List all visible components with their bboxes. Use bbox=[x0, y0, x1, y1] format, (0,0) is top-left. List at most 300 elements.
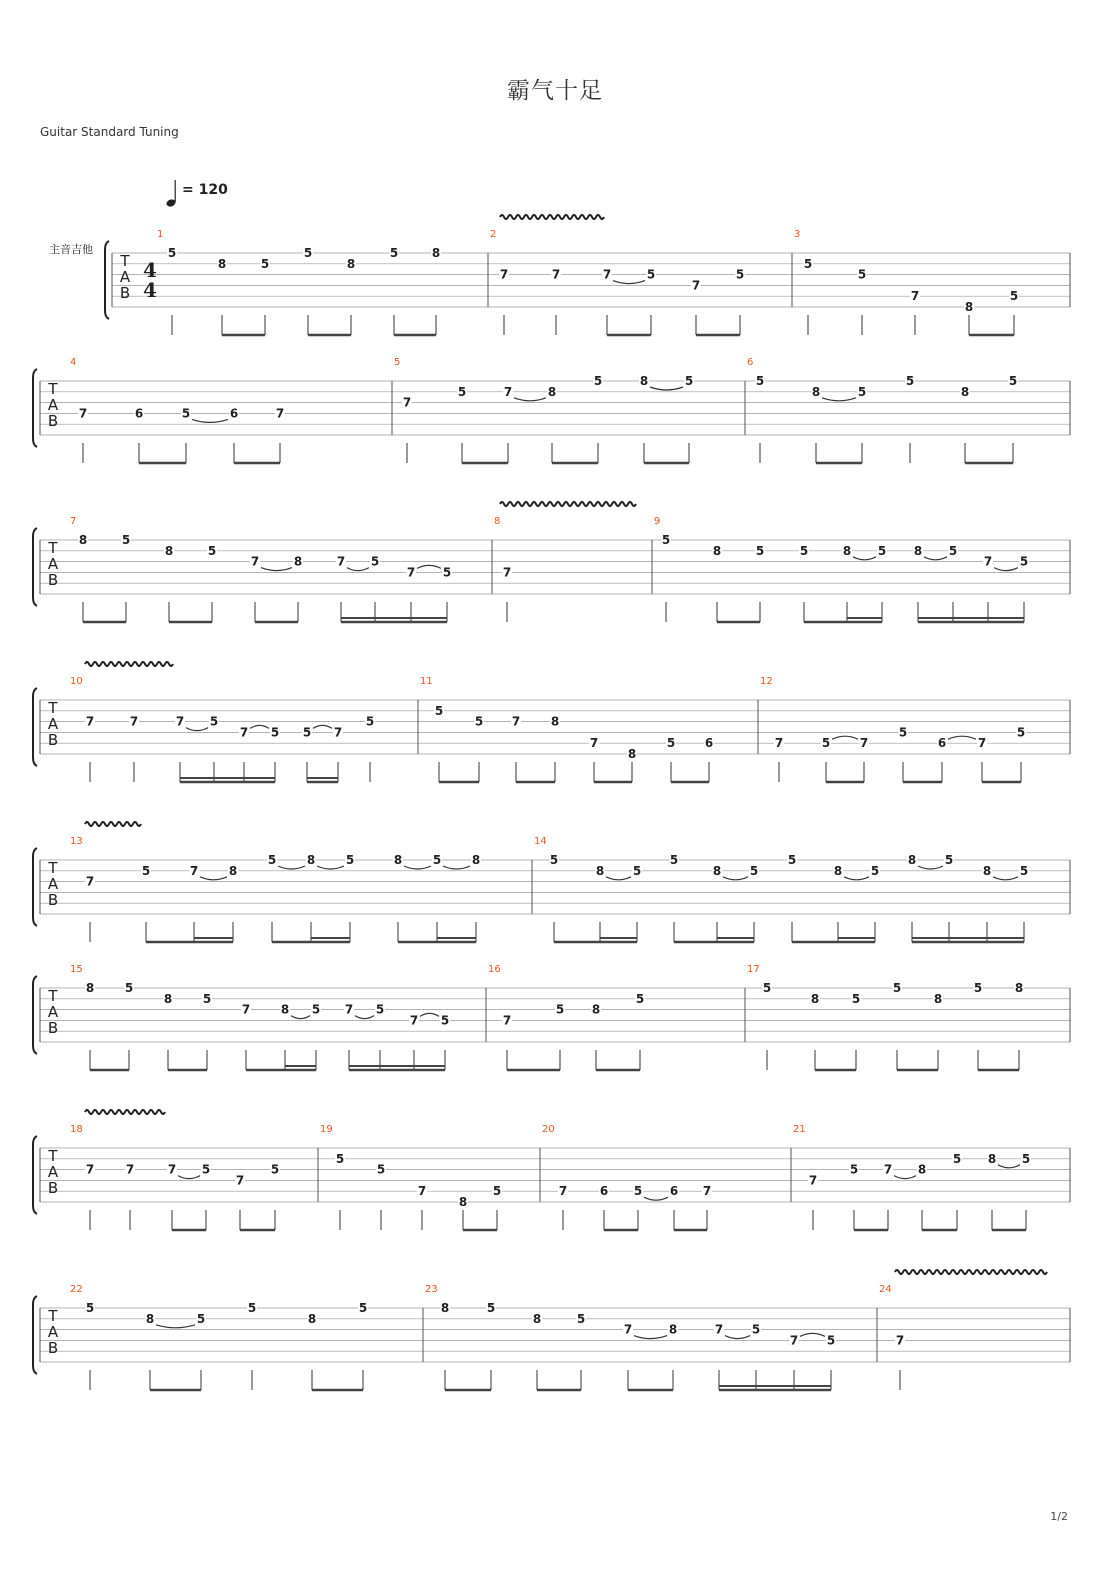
fret-number: 5 bbox=[167, 246, 177, 260]
measure bbox=[793, 1124, 1031, 1230]
fret-number: 8 bbox=[85, 981, 95, 995]
fret-number: 5 bbox=[877, 543, 887, 558]
fret-number: 5 bbox=[375, 1002, 385, 1017]
tab-clef-letter: B bbox=[47, 1339, 59, 1357]
tie-arc bbox=[998, 1165, 1020, 1168]
measure bbox=[157, 229, 441, 335]
tie-arc bbox=[634, 1336, 667, 1339]
measure bbox=[70, 1124, 280, 1230]
fret-number: 8 bbox=[440, 1301, 450, 1315]
fret-number: 8 bbox=[595, 863, 605, 878]
fret-number: 5 bbox=[749, 863, 759, 878]
tie-arc bbox=[291, 1016, 310, 1019]
fret-number: 7 bbox=[250, 554, 260, 569]
tie-arc bbox=[514, 398, 546, 401]
fret-number: 7 bbox=[129, 714, 139, 729]
fret-number: 5 bbox=[440, 1013, 450, 1028]
fret-number: 5 bbox=[576, 1311, 586, 1326]
fret-number: 8 bbox=[280, 1002, 290, 1017]
fret-number: 8 bbox=[163, 991, 173, 1006]
fret-number: 7 bbox=[406, 565, 416, 580]
fret-number: 8 bbox=[164, 543, 174, 558]
measure bbox=[494, 516, 512, 622]
measure-number: 10 bbox=[70, 676, 83, 687]
tab-clef-letter: T bbox=[48, 1307, 58, 1325]
fret-number: 5 bbox=[684, 374, 694, 388]
fret-number: 8 bbox=[913, 543, 923, 558]
fret-number: 8 bbox=[811, 384, 821, 399]
fret-number: 8 bbox=[810, 991, 820, 1006]
measure-number: 5 bbox=[394, 357, 401, 368]
fret-number: 5 bbox=[593, 374, 603, 388]
tab-clef-letter: A bbox=[119, 268, 131, 286]
fret-number: 7 bbox=[691, 278, 701, 293]
tab-system bbox=[105, 215, 1070, 319]
tie-arc bbox=[261, 568, 292, 571]
fret-number: 7 bbox=[502, 1013, 512, 1028]
fret-number: 7 bbox=[859, 736, 869, 751]
measure-number: 9 bbox=[654, 516, 661, 527]
time-signature-bottom: 4 bbox=[143, 278, 157, 302]
fret-number: 8 bbox=[639, 374, 649, 388]
fret-number: 7 bbox=[623, 1322, 633, 1337]
tie-arc bbox=[178, 1176, 200, 1179]
fret-number: 7 bbox=[344, 1002, 354, 1017]
fret-number: 5 bbox=[376, 1162, 386, 1177]
tab-clef-letter: B bbox=[47, 571, 59, 589]
measure-number: 12 bbox=[760, 676, 773, 687]
fret-number: 5 bbox=[755, 543, 765, 558]
fret-number: 5 bbox=[335, 1151, 345, 1166]
system-bracket bbox=[33, 976, 37, 1054]
measure bbox=[490, 229, 745, 335]
system-bracket bbox=[105, 241, 109, 319]
slur-arc bbox=[420, 1013, 439, 1016]
fret-number: 5 bbox=[302, 725, 312, 740]
fret-number: 8 bbox=[987, 1151, 997, 1166]
tab-clef-letter: T bbox=[48, 987, 58, 1005]
tab-clef-letter: A bbox=[47, 555, 59, 573]
fret-number: 5 bbox=[633, 1184, 643, 1199]
tempo-value: = 120 bbox=[182, 182, 228, 198]
tab-clef-letter: B bbox=[119, 284, 131, 302]
fret-number: 5 bbox=[755, 374, 765, 388]
fret-number: 5 bbox=[849, 1162, 859, 1177]
fret-number: 5 bbox=[260, 256, 270, 271]
fret-number: 5 bbox=[666, 736, 676, 751]
fret-number: 5 bbox=[857, 267, 867, 282]
fret-number: 5 bbox=[202, 991, 212, 1006]
system-bracket bbox=[33, 1296, 37, 1374]
fret-number: 8 bbox=[960, 384, 970, 399]
fret-number: 7 bbox=[502, 565, 512, 580]
slur-arc bbox=[313, 725, 332, 728]
fret-number: 5 bbox=[311, 1002, 321, 1017]
tab-system bbox=[33, 976, 1070, 1054]
fret-number: 5 bbox=[1021, 1151, 1031, 1166]
tie-arc bbox=[918, 866, 943, 869]
fret-number: 5 bbox=[1019, 554, 1029, 569]
fret-number: 5 bbox=[799, 543, 809, 558]
fret-number: 8 bbox=[964, 300, 974, 314]
fret-number: 8 bbox=[458, 1195, 468, 1209]
fret-number: 5 bbox=[370, 554, 380, 569]
fret-number: 7 bbox=[417, 1184, 427, 1199]
fret-number: 6 bbox=[669, 1184, 679, 1199]
vibrato-mark bbox=[85, 662, 173, 666]
fret-number: 7 bbox=[85, 1162, 95, 1177]
tab-clef-letter: A bbox=[47, 1003, 59, 1021]
measure-number: 20 bbox=[542, 1124, 555, 1135]
measure bbox=[70, 964, 450, 1070]
fret-number: 7 bbox=[883, 1162, 893, 1177]
measure bbox=[70, 357, 285, 463]
fret-number: 8 bbox=[712, 863, 722, 878]
fret-number: 5 bbox=[389, 246, 399, 260]
fret-number: 5 bbox=[492, 1184, 502, 1199]
tab-clef-letter: B bbox=[47, 891, 59, 909]
measure bbox=[488, 964, 645, 1070]
fret-number: 7 bbox=[175, 714, 185, 729]
tab-clef-letter: T bbox=[48, 699, 58, 717]
tie-arc bbox=[644, 1197, 668, 1200]
fret-number: 8 bbox=[591, 1002, 601, 1017]
fret-number: 8 bbox=[833, 863, 843, 878]
tie-arc bbox=[723, 877, 748, 880]
tab-system bbox=[33, 822, 1070, 926]
measure bbox=[70, 1284, 368, 1390]
fret-number: 7 bbox=[511, 714, 521, 729]
measure-number: 19 bbox=[320, 1124, 333, 1135]
system-bracket bbox=[33, 688, 37, 766]
fret-number: 7 bbox=[78, 406, 88, 421]
tab-clef-letter: T bbox=[48, 539, 58, 557]
fret-number: 7 bbox=[551, 267, 561, 282]
tie-arc bbox=[200, 877, 227, 880]
fret-number: 5 bbox=[646, 267, 656, 282]
page-number: 1/2 bbox=[1050, 1510, 1068, 1523]
measure-number: 8 bbox=[494, 516, 501, 527]
tie-arc bbox=[853, 557, 876, 560]
tie-arc bbox=[347, 568, 369, 571]
fret-number: 5 bbox=[632, 863, 642, 878]
fret-number: 5 bbox=[270, 1162, 280, 1177]
fret-number: 8 bbox=[668, 1322, 678, 1337]
fret-number: 8 bbox=[550, 714, 560, 729]
fret-number: 7 bbox=[714, 1322, 724, 1337]
fret-number: 8 bbox=[471, 853, 481, 867]
measure-number: 14 bbox=[534, 836, 547, 847]
fret-number: 8 bbox=[217, 256, 227, 271]
tab-clef-letter: T bbox=[48, 1147, 58, 1165]
fret-number: 5 bbox=[635, 991, 645, 1006]
fret-number: 5 bbox=[549, 853, 559, 867]
tab-clef-letter: B bbox=[47, 412, 59, 430]
fret-number: 6 bbox=[937, 736, 947, 751]
fret-number: 5 bbox=[973, 981, 983, 995]
measure-number: 15 bbox=[70, 964, 83, 975]
fret-number: 5 bbox=[141, 863, 151, 878]
fret-number: 5 bbox=[303, 246, 313, 260]
tie-arc bbox=[894, 1176, 916, 1179]
system-bracket bbox=[33, 369, 37, 447]
fret-number: 8 bbox=[547, 384, 557, 399]
tie-arc bbox=[278, 866, 305, 869]
measure bbox=[794, 229, 1019, 335]
slur-arc bbox=[948, 736, 976, 739]
tab-clef-letter: A bbox=[47, 1163, 59, 1181]
tie-arc bbox=[650, 387, 683, 390]
measure bbox=[70, 676, 375, 782]
fret-number: 5 bbox=[434, 703, 444, 718]
fret-number: 5 bbox=[762, 981, 772, 995]
fret-number: 7 bbox=[895, 1333, 905, 1348]
fret-number: 5 bbox=[270, 725, 280, 740]
measure-number: 24 bbox=[879, 1284, 892, 1295]
fret-number: 8 bbox=[712, 543, 722, 558]
fret-number: 5 bbox=[1019, 863, 1029, 878]
fret-number: 5 bbox=[669, 853, 679, 867]
fret-number: 5 bbox=[345, 853, 355, 867]
measure-number: 18 bbox=[70, 1124, 83, 1135]
measure-number: 2 bbox=[490, 229, 497, 240]
fret-number: 5 bbox=[821, 736, 831, 751]
tie-arc bbox=[443, 866, 470, 869]
fret-number: 6 bbox=[704, 736, 714, 751]
measure-number: 22 bbox=[70, 1284, 83, 1295]
tie-arc bbox=[606, 877, 631, 880]
fret-number: 7 bbox=[241, 1002, 251, 1017]
fret-number: 5 bbox=[826, 1333, 836, 1348]
fret-number: 8 bbox=[907, 853, 917, 867]
measure-number: 4 bbox=[70, 357, 77, 368]
vibrato-mark bbox=[85, 1110, 165, 1114]
vibrato-mark bbox=[895, 1270, 1047, 1274]
fret-number: 5 bbox=[1016, 725, 1026, 740]
tab-clef-letter: T bbox=[120, 252, 130, 270]
fret-number: 8 bbox=[627, 747, 637, 761]
fret-number: 8 bbox=[1014, 981, 1024, 995]
measure bbox=[70, 516, 452, 622]
fret-number: 7 bbox=[189, 863, 199, 878]
fret-number: 7 bbox=[503, 384, 513, 399]
measure bbox=[425, 1284, 836, 1390]
fret-number: 5 bbox=[432, 853, 442, 867]
fret-number: 5 bbox=[803, 256, 813, 271]
measure-number: 17 bbox=[747, 964, 760, 975]
fret-number: 5 bbox=[851, 991, 861, 1006]
fret-number: 7 bbox=[808, 1173, 818, 1188]
slur-arc bbox=[417, 565, 441, 568]
fret-number: 7 bbox=[167, 1162, 177, 1177]
tab-system bbox=[33, 1270, 1070, 1374]
fret-number: 6 bbox=[229, 406, 239, 421]
fret-number: 7 bbox=[702, 1184, 712, 1199]
tie-arc bbox=[924, 557, 947, 560]
fret-number: 7 bbox=[125, 1162, 135, 1177]
measure-number: 6 bbox=[747, 357, 754, 368]
tab-clef-letter: A bbox=[47, 396, 59, 414]
measure bbox=[394, 357, 694, 463]
fret-number: 8 bbox=[532, 1311, 542, 1326]
fret-number: 8 bbox=[78, 533, 88, 547]
song-title: 霸气十足 bbox=[507, 78, 603, 104]
fret-number: 8 bbox=[228, 863, 238, 878]
fret-number: 7 bbox=[402, 395, 412, 410]
fret-number: 5 bbox=[207, 543, 217, 558]
fret-number: 5 bbox=[121, 533, 131, 547]
fret-number: 6 bbox=[134, 406, 144, 421]
fret-number: 7 bbox=[409, 1013, 419, 1028]
measure-number: 3 bbox=[794, 229, 801, 240]
tie-arc bbox=[317, 866, 344, 869]
fret-number: 7 bbox=[977, 736, 987, 751]
fret-number: 5 bbox=[247, 1301, 257, 1315]
tie-arc bbox=[725, 1336, 750, 1339]
fret-number: 8 bbox=[293, 554, 303, 569]
fret-number: 5 bbox=[857, 384, 867, 399]
measure bbox=[879, 1284, 905, 1390]
fret-number: 5 bbox=[474, 714, 484, 729]
fret-number: 7 bbox=[336, 554, 346, 569]
fret-number: 5 bbox=[267, 853, 277, 867]
fret-number: 5 bbox=[948, 543, 958, 558]
tie-arc bbox=[994, 568, 1018, 571]
fret-number: 5 bbox=[905, 374, 915, 388]
measure-number: 11 bbox=[420, 676, 433, 687]
tie-arc bbox=[404, 866, 431, 869]
vibrato-mark bbox=[500, 215, 604, 219]
fret-number: 7 bbox=[499, 267, 509, 282]
tab-clef-letter: T bbox=[48, 859, 58, 877]
fret-number: 5 bbox=[358, 1301, 368, 1315]
tab-clef-letter: A bbox=[47, 1323, 59, 1341]
tab-clef-letter: T bbox=[48, 380, 58, 398]
fret-number: 8 bbox=[346, 256, 356, 271]
fret-number: 7 bbox=[983, 554, 993, 569]
fret-number: 5 bbox=[555, 1002, 565, 1017]
fret-number: 7 bbox=[789, 1333, 799, 1348]
fret-number: 5 bbox=[870, 863, 880, 878]
fret-number: 5 bbox=[181, 406, 191, 421]
tie-arc bbox=[993, 877, 1018, 880]
system-bracket bbox=[33, 528, 37, 606]
fret-number: 5 bbox=[124, 981, 134, 995]
fret-number: 7 bbox=[239, 725, 249, 740]
measure-number: 23 bbox=[425, 1284, 438, 1295]
tab-clef-letter: A bbox=[47, 715, 59, 733]
tie-arc bbox=[156, 1325, 195, 1328]
measure-number: 7 bbox=[70, 516, 77, 527]
time-signature-top: 4 bbox=[143, 258, 157, 282]
vibrato-mark bbox=[500, 502, 636, 506]
fret-number: 5 bbox=[1009, 289, 1019, 304]
fret-number: 8 bbox=[306, 853, 316, 867]
tab-clef-letter: B bbox=[47, 731, 59, 749]
fret-number: 8 bbox=[982, 863, 992, 878]
measure bbox=[747, 357, 1018, 463]
slur-arc bbox=[800, 1333, 825, 1336]
fret-number: 7 bbox=[333, 725, 343, 740]
fret-number: 7 bbox=[558, 1184, 568, 1199]
measure bbox=[320, 1124, 502, 1230]
measure bbox=[542, 1124, 712, 1230]
tab-clef-letter: B bbox=[47, 1019, 59, 1037]
measure-number: 13 bbox=[70, 836, 83, 847]
fret-number: 7 bbox=[910, 289, 920, 304]
tab-clef-letter: A bbox=[47, 875, 59, 893]
tie-arc bbox=[844, 877, 869, 880]
measure bbox=[760, 676, 1026, 782]
fret-number: 7 bbox=[589, 736, 599, 751]
fret-number: 5 bbox=[196, 1311, 206, 1326]
fret-number: 5 bbox=[952, 1151, 962, 1166]
tie-arc bbox=[355, 1016, 374, 1019]
fret-number: 5 bbox=[209, 714, 219, 729]
fret-number: 5 bbox=[661, 533, 671, 547]
fret-number: 7 bbox=[85, 874, 95, 889]
fret-number: 8 bbox=[145, 1311, 155, 1326]
fret-number: 8 bbox=[307, 1311, 317, 1326]
fret-number: 7 bbox=[85, 714, 95, 729]
fret-number: 6 bbox=[599, 1184, 609, 1199]
measure-number: 1 bbox=[157, 229, 164, 240]
fret-number: 5 bbox=[365, 714, 375, 729]
measure bbox=[534, 836, 1029, 942]
tie-arc bbox=[822, 398, 856, 401]
fret-number: 8 bbox=[917, 1162, 927, 1177]
tie-arc bbox=[186, 728, 208, 731]
fret-number: 8 bbox=[842, 543, 852, 558]
fret-number: 7 bbox=[774, 736, 784, 751]
fret-number: 8 bbox=[431, 246, 441, 260]
vibrato-mark bbox=[85, 822, 141, 826]
fret-number: 8 bbox=[933, 991, 943, 1006]
fret-number: 5 bbox=[457, 384, 467, 399]
tie-arc bbox=[613, 281, 645, 284]
tuning-label: Guitar Standard Tuning bbox=[40, 125, 179, 139]
measure-number: 16 bbox=[488, 964, 501, 975]
fret-number: 5 bbox=[787, 853, 797, 867]
measure bbox=[654, 516, 1029, 622]
fret-number: 5 bbox=[735, 267, 745, 282]
tie-arc bbox=[192, 419, 228, 422]
fret-number: 5 bbox=[85, 1301, 95, 1315]
fret-number: 5 bbox=[486, 1301, 496, 1315]
measure-number: 21 bbox=[793, 1124, 806, 1135]
system-bracket bbox=[33, 848, 37, 926]
slur-arc bbox=[250, 725, 269, 728]
fret-number: 8 bbox=[393, 853, 403, 867]
fret-number: 5 bbox=[201, 1162, 211, 1177]
fret-number: 5 bbox=[892, 981, 902, 995]
measure bbox=[420, 676, 714, 782]
fret-number: 5 bbox=[751, 1322, 761, 1337]
slur-arc bbox=[832, 736, 858, 739]
fret-number: 5 bbox=[898, 725, 908, 740]
measure bbox=[747, 964, 1024, 1070]
system-bracket bbox=[33, 1136, 37, 1214]
fret-number: 5 bbox=[1008, 374, 1018, 388]
fret-number: 7 bbox=[235, 1173, 245, 1188]
fret-number: 7 bbox=[275, 406, 285, 421]
fret-number: 5 bbox=[944, 853, 954, 867]
fret-number: 7 bbox=[602, 267, 612, 282]
tab-clef-letter: B bbox=[47, 1179, 59, 1197]
measure bbox=[70, 836, 481, 942]
fret-number: 5 bbox=[442, 565, 452, 580]
track-name: 主音吉他 bbox=[49, 243, 93, 256]
